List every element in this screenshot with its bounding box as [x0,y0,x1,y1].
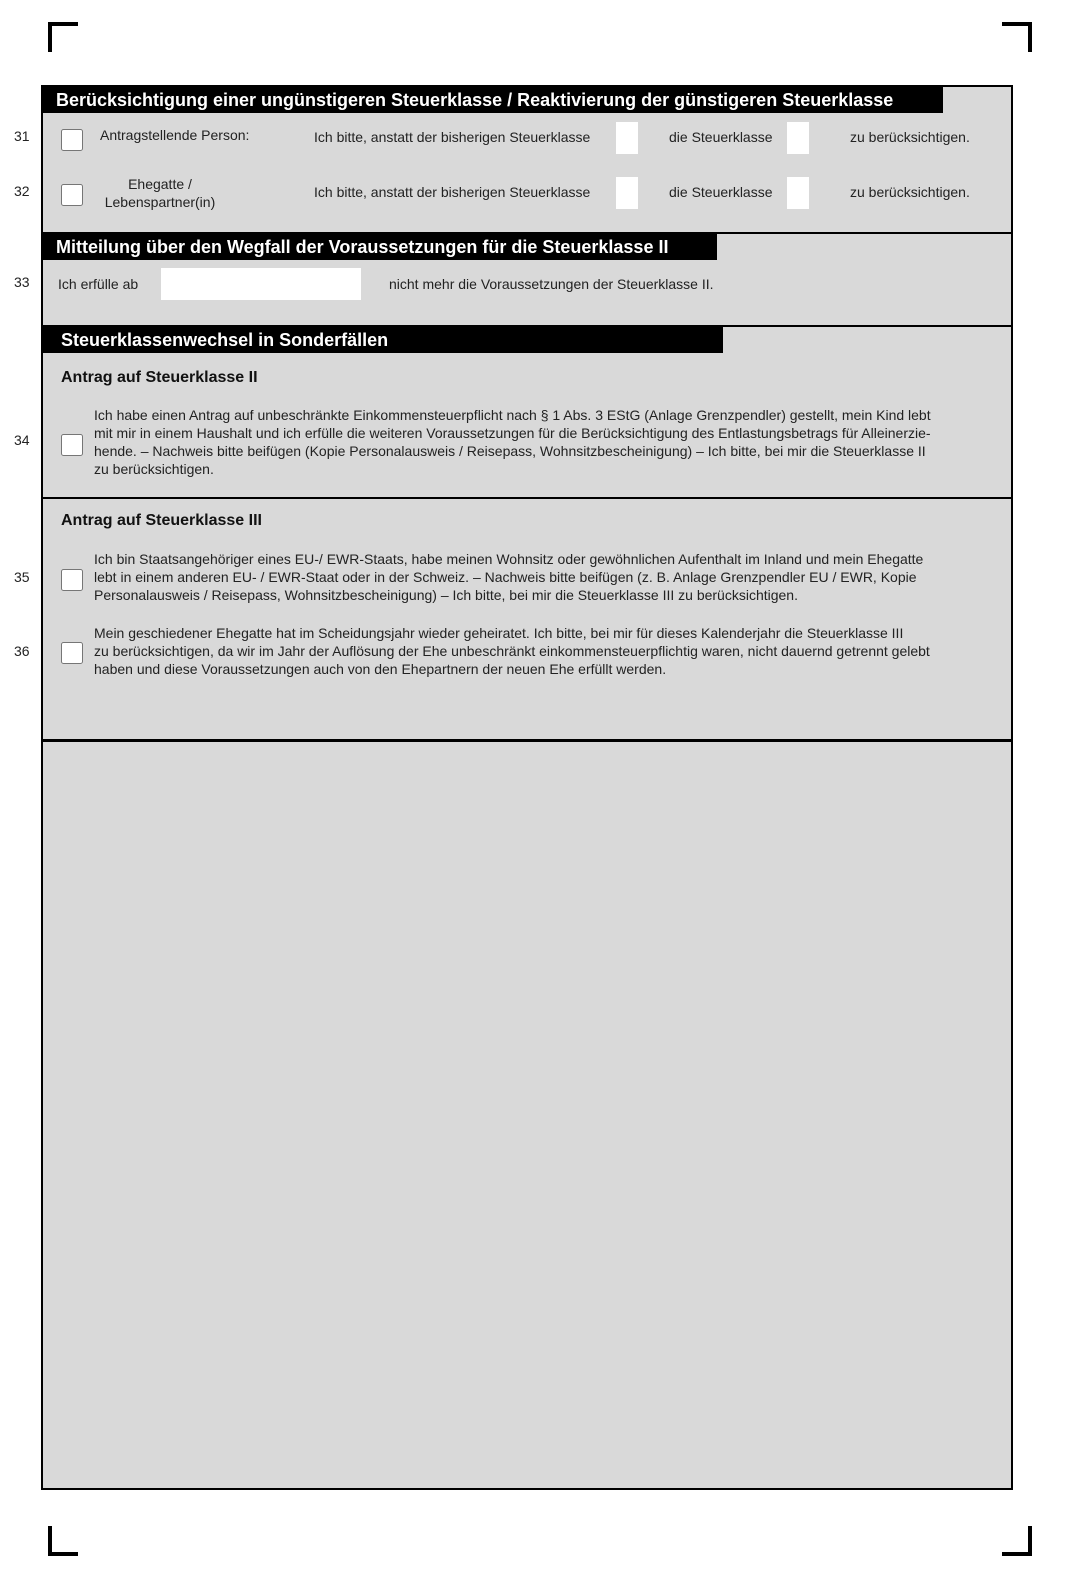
paragraph-line: haben und diese Voraussetzungen auch von den Ehepartnern der neuen Ehe erfüllt werden. [94,661,667,677]
paragraph-line: Ich bin Staatsangehöriger eines EU-/ EWR-Staats, habe meinen Wohnsitz oder gewöhnlichen Aufenthalt im Inland und mein Ehegatte [94,551,924,567]
previous-tax-class-field-32[interactable] [616,177,638,209]
text-from-date: Ich erfülle ab [58,276,139,292]
person-label-spouse-line2: Lebenspartner(in) [104,194,216,210]
tax-form [41,85,1013,1490]
row-number-31: 31 [14,128,30,144]
checkbox-31[interactable] [61,125,83,155]
text-new-class: die Steuerklasse [669,184,773,200]
subtitle-class-ii: Antrag auf Steuerklasse II [61,369,258,386]
text-no-longer-class-ii: nicht mehr die Voraussetzungen der Steuerklasse II. [389,276,714,292]
paragraph-line: Mein geschiedener Ehegatte hat im Scheidungsjahr wieder geheiratet. Ich bitte, bei mir für dieses Kalenderjahr die Steuerklasse III [94,625,904,641]
paragraph-line: lebt in einem anderen EU- / EWR-Staat oder in der Schweiz. – Nachweis bitte beifügen (z. B. Anlage Grenzpendler EU / EWR, Kopie [94,569,917,585]
empty-form-area [43,739,1011,1491]
subtitle-class-iii: Antrag auf Steuerklasse III [61,512,262,529]
person-label-applicant: Antragstellende Person: [100,127,250,143]
person-label-spouse-line1: Ehegatte / [128,176,192,192]
paragraph-line: Personalausweis / Reisepass, Wohnsitzbescheinigung) – Ich bitte, bei mir die Steuerklasse III zu berücksichtigen. [94,587,798,603]
row-number-33: 33 [14,274,30,290]
text-previous-class: Ich bitte, anstatt der bisherigen Steuerklasse [314,129,591,145]
paragraph-line: mit mir in einem Haushalt und ich erfülle die weiteren Voraussetzungen für die Berücksichtigung des Entlastungsbetrags für Alleinerzie- [94,425,931,441]
row-number-36: 36 [14,643,30,659]
section-unfavorable-tax-class [43,87,1011,232]
row-number-35: 35 [14,569,30,585]
paragraph-line: hende. – Nachweis bitte beifügen (Kopie Personalausweis / Reisepass, Wohnsitzbescheinigung) – Ich bitte, bei mir die Steuerklasse II [94,443,926,459]
paragraph-line: zu berücksichtigen, da wir im Jahr der Auflösung der Ehe unbeschränkt einkommensteuerpflichtig waren, nicht dauernd getrennt gelebt [94,643,930,659]
section-class-iii [43,497,1011,741]
crop-mark-bottom-left [48,1526,78,1556]
text-previous-class: Ich bitte, anstatt der bisherigen Steuerklasse [314,184,591,200]
crop-mark-top-right [1002,22,1032,52]
new-tax-class-field-32[interactable] [787,177,809,209]
row-number-32: 32 [14,183,30,199]
paragraph-34 [94,406,1004,478]
date-input-33[interactable] [161,268,361,300]
previous-tax-class-field-31[interactable] [616,122,638,154]
section-class-ii-removal [43,232,1011,327]
checkbox-35[interactable] [61,565,83,595]
paragraph-35 [94,550,1004,604]
crop-mark-bottom-right [1002,1526,1032,1556]
section-special-cases [43,325,1011,499]
paragraph-line: Ich habe einen Antrag auf unbeschränkte Einkommensteuerpflicht nach § 1 Abs. 3 EStG (Anlage Grenzpendler) gestellt, mein Kind lebt [94,407,931,423]
checkbox-32[interactable] [61,180,83,210]
text-consider: zu berücksichtigen. [850,184,970,200]
text-consider: zu berücksichtigen. [850,129,970,145]
new-tax-class-field-31[interactable] [787,122,809,154]
section-title: Berücksichtigung einer ungünstigeren Steuerklasse / Reaktivierung der günstigeren Steuerklasse [43,87,943,113]
checkbox-36[interactable] [61,638,83,668]
checkbox-34[interactable] [61,430,83,460]
section-title: Steuerklassenwechsel in Sonderfällen [43,327,723,353]
person-label-spouse [100,175,220,211]
paragraph-line: zu berücksichtigen. [94,461,214,477]
row-number-34: 34 [14,432,30,448]
paragraph-36 [94,624,1004,678]
crop-mark-top-left [48,22,78,52]
text-new-class: die Steuerklasse [669,129,773,145]
section-title: Mitteilung über den Wegfall der Voraussetzungen für die Steuerklasse II [43,234,717,260]
